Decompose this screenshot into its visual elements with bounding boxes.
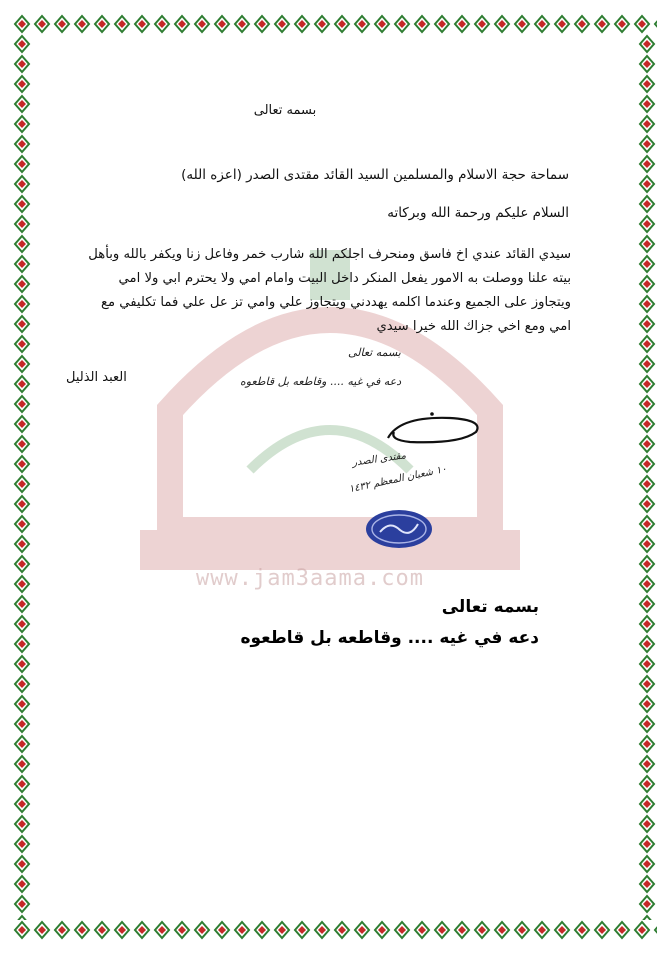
decorative-border-right <box>637 34 657 920</box>
letter-title: بسمه تعالى <box>253 103 317 118</box>
official-seal-stamp <box>364 508 434 550</box>
transcription-heading: بسمه تعالى <box>441 597 539 617</box>
decorative-border-left <box>12 34 32 920</box>
watermark-url: www.jam3aama.com <box>196 566 424 591</box>
letter-address: سماحة حجة الاسلام والمسلمين السيد القائد مقتدى الصدر (اعزه الله) <box>181 167 569 183</box>
letter-signoff: العبد الذليل <box>66 370 127 385</box>
letter-greeting: السلام عليكم ورحمة الله وبركاته <box>387 205 569 221</box>
transcription-text: دعه في غيه .... وقاطعه بل قاطعوه <box>240 628 539 648</box>
decorative-border-bottom <box>12 920 657 940</box>
handwritten-reply: دعه في غيه .... وقاطعه بل قاطعوه <box>240 375 402 388</box>
decorative-border-top <box>12 14 657 34</box>
handwritten-date: ١٠ شعبان المعظم ١٤٣٢ <box>347 463 448 496</box>
letter-body: سيدي القائد عندي اخ فاسق ومنحرف اجلكم الله شارب خمر وفاعل زنا ويكفر بالله وبأهل بيته علنا ووصلت به الامور يفعل المنكر داخل البيت وامام امي ولا يحترم ابي ولا امي ويتجاوز على الجميع وعندما اكلمه يهددني ويتجاوز علي وامي تز عل علي فما تكليفي مع امي ومع اخي جزاك الله خيرا سيدي <box>88 247 571 334</box>
handwritten-heading: بسمه تعالى <box>348 346 401 359</box>
signature-scrawl <box>380 408 490 454</box>
handwritten-signature: مقتدى الصدر <box>351 450 407 469</box>
